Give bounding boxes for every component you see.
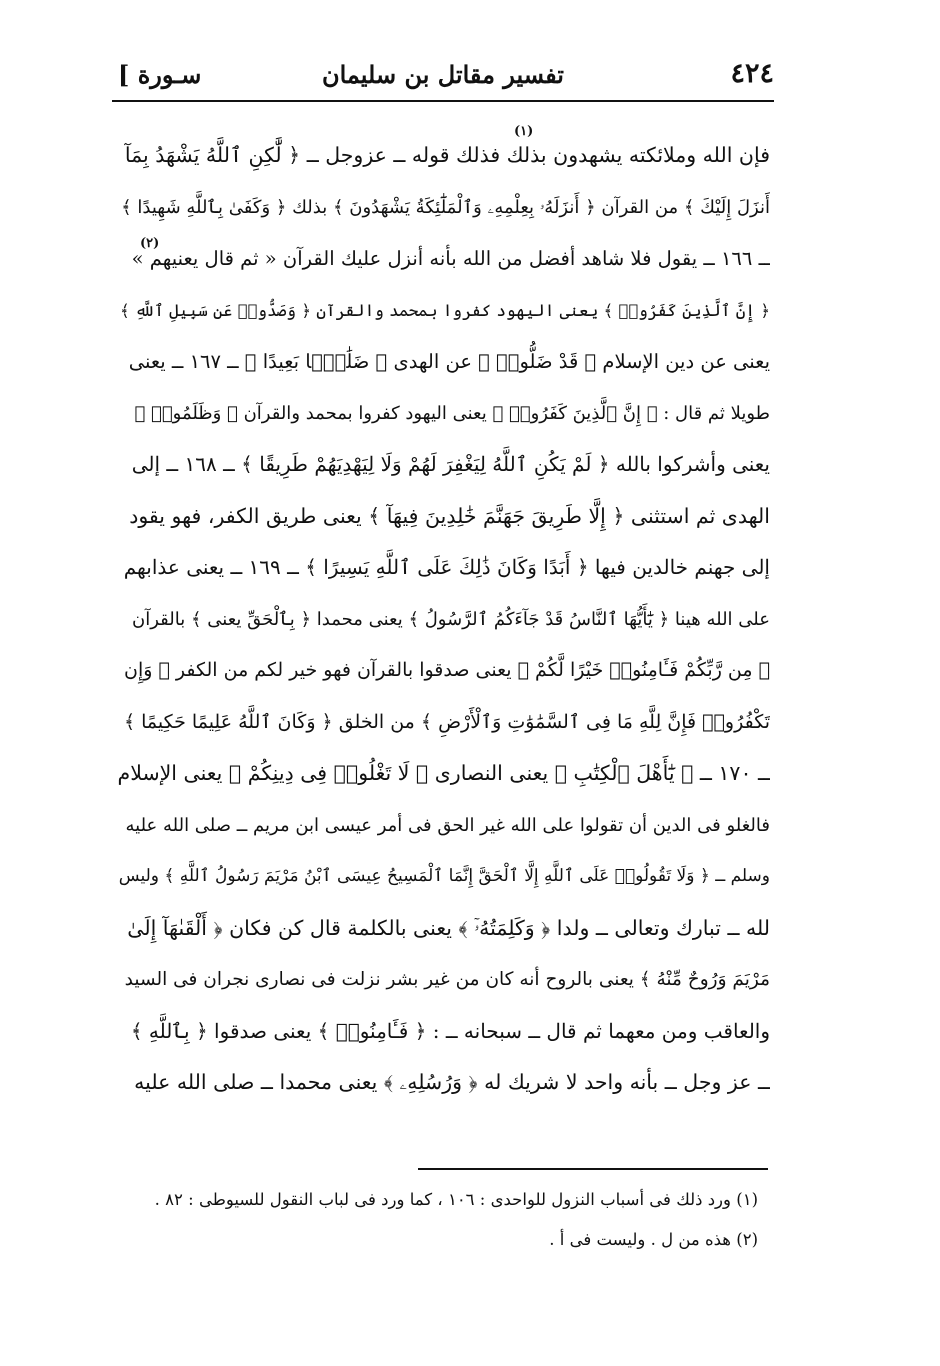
footnote-1: (١) ورد ذلك فى أسباب النزول للواحدى : ١٠٦ ، كما ورد فى لباب النقول للسيوطى : ٨٢ . — [154, 1190, 758, 1209]
text-line: ﴿ إِنَّ ٱلَّذِينَ كَفَرُوا۟ ﴾ يعنى اليهود كفروا بمحمد والقرآن ﴿ وَصَدُّوا۟ عَن سَبِيلِ ٱللَّهِ ﴾ — [119, 300, 770, 320]
text-line: ــ ١٦٦ ــ يقول فلا شاهد أفضل من الله بأنه أنزل عليك القرآن « ثم قال يعنيهم » — [131, 247, 770, 270]
text-line: يعنى وأشركوا بالله ﴿ لَمْ يَكُنِ ٱللَّهُ لِيَغْفِرَ لَهُمْ وَلَا لِيَهْدِيَهُمْ طَرِيقًا ﴾ ــ ١٦٨ ــ إلى — [131, 452, 770, 476]
text-line: ــ عز وجل ــ بأنه واحد لا شريك له ﴿ وَرُسُلِهِۦ ﴾ يعنى محمدا ــ صلى الله عليه — [134, 1070, 770, 1094]
text-line: مَرْيَمَ وَرُوحٌ مِّنْهُ ﴾ يعنى بالروح أنه كان من غير بشر نزلت فى نصارى نجران فى السيد — [124, 969, 770, 990]
body-text — [118, 130, 770, 1109]
footnote-ref-1: (١) — [514, 124, 534, 139]
text-line: الهدى ثم استثنى ﴿ إِلَّا طَرِيقَ جَهَنَّمَ خَٰلِدِينَ فِيهَآ ﴾ يعنى طريق الكفر، فهو يقود — [129, 503, 770, 528]
footnotes — [118, 1180, 758, 1260]
text-line: ــ ١٧٠ ــ ﴿ يَٰٓأَهْلَ ٱلْكِتَٰبِ ﴾ يعنى النصارى ﴿ لَا تَغْلُوا۟ فِى دِينِكُمْ ﴾ يعنى الإسلام — [118, 761, 770, 785]
text-line: طويلا ثم قال : ﴿ إِنَّ ٱلَّذِينَ كَفَرُوا۟ ﴾ يعنى اليهود كفروا بمحمد والقرآن ﴿ وَظَلَمُوا۟ ﴾ — [134, 402, 770, 424]
header-rule — [112, 100, 774, 102]
text-line: لله ــ تبارك وتعالى ــ ولدا ﴿ وَكَلِمَتُهُۥٓ ﴾ يعنى بالكلمة قال كن فكان ﴿ أَلْقَىٰهَآ إِلَىٰ — [127, 915, 770, 940]
text-line: إلى جهنم خالدين فيها ﴿ أَبَدًا وَكَانَ ذَٰلِكَ عَلَى ٱللَّهِ يَسِيرًا ﴾ ــ ١٦٩ ــ يعنى عذابهم — [123, 555, 770, 579]
text-line: تَكْفُرُوا۟ فَإِنَّ لِلَّهِ مَا فِى ٱلسَّمَٰوَٰتِ وَٱلْأَرْضِ ﴾ من الخلق ﴿ وَكَانَ ٱللَّهُ عَلِيمًا حَكِيمًا ﴾ — [123, 710, 770, 733]
running-title: تفسير مقاتل بن سليمان — [321, 60, 564, 89]
text-line: فإن الله وملائكته يشهدون بذلك فذلك قوله ــ عزوجل ــ ﴿ لَّٰكِنِ ٱللَّهُ يَشْهَدُ بِمَآ — [124, 143, 770, 167]
footnote-2: (٢) هذه من ل . وليست فى أ . — [549, 1230, 758, 1249]
page-number: ٤٢٤ — [730, 58, 774, 89]
text-line: ﴿ مِن رَّبِّكُمْ فَـَٔامِنُوا۟ خَيْرًا لَّكُمْ ﴾ يعنى صدقوا بالقرآن فهو خير لكم من الكفر ﴿ وَإِن — [124, 659, 770, 681]
page-header — [112, 52, 774, 98]
text-line: على الله هينا ﴿ يَٰٓأَيُّهَا ٱلنَّاسُ قَدْ جَآءَكُمُ ٱلرَّسُولُ ﴾ يعنى محمدا ﴿ بِٱلْحَقِّ يعنى ﴾ بالقرآن — [132, 608, 770, 630]
footnote-ref-2: (٢) — [140, 236, 160, 251]
text-line: يعنى عن دين الإسلام ﴿ قَدْ ضَلُّوا۟ ﴾ عن الهدى ﴿ ضَلَٰلًۢا بَعِيدًا ﴾ ــ ١٦٧ ــ يعنى — [128, 350, 770, 373]
footnote-rule — [418, 1168, 768, 1170]
text-line: أَنزَلَ إِلَيْكَ ﴾ من القرآن ﴿ أَنزَلَهُۥ بِعِلْمِهِۦ وَٱلْمَلَٰٓئِكَةُ يَشْهَدُونَ ﴾ بذلك ﴿ وَكَفَىٰ بِٱللَّهِ شَهِيدًا ﴾ — [121, 196, 770, 218]
text-line: فالغلو فى الدين أن تقولوا على الله غير الحق فى أمر عيسى ابن مريم ــ صلى الله عليه — [125, 814, 770, 836]
text-line: وسلم ــ ﴿ وَلَا تَقُولُوا۟ عَلَى ٱللَّهِ إِلَّا ٱلْحَقَّ إِنَّمَا ٱلْمَسِيحُ عِيسَى ٱبْنُ مَرْيَمَ رَسُولُ ٱللَّهِ ﴾ وليس — [118, 866, 770, 886]
surah-label: سـورة ] — [118, 60, 202, 89]
text-line: والعاقب ومن معهما ثم قال ــ سبحانه ــ : ﴿ فَـَٔامِنُوا۟ ﴾ يعنى صدقوا ﴿ بِٱللَّهِ ﴾ — [130, 1018, 770, 1043]
